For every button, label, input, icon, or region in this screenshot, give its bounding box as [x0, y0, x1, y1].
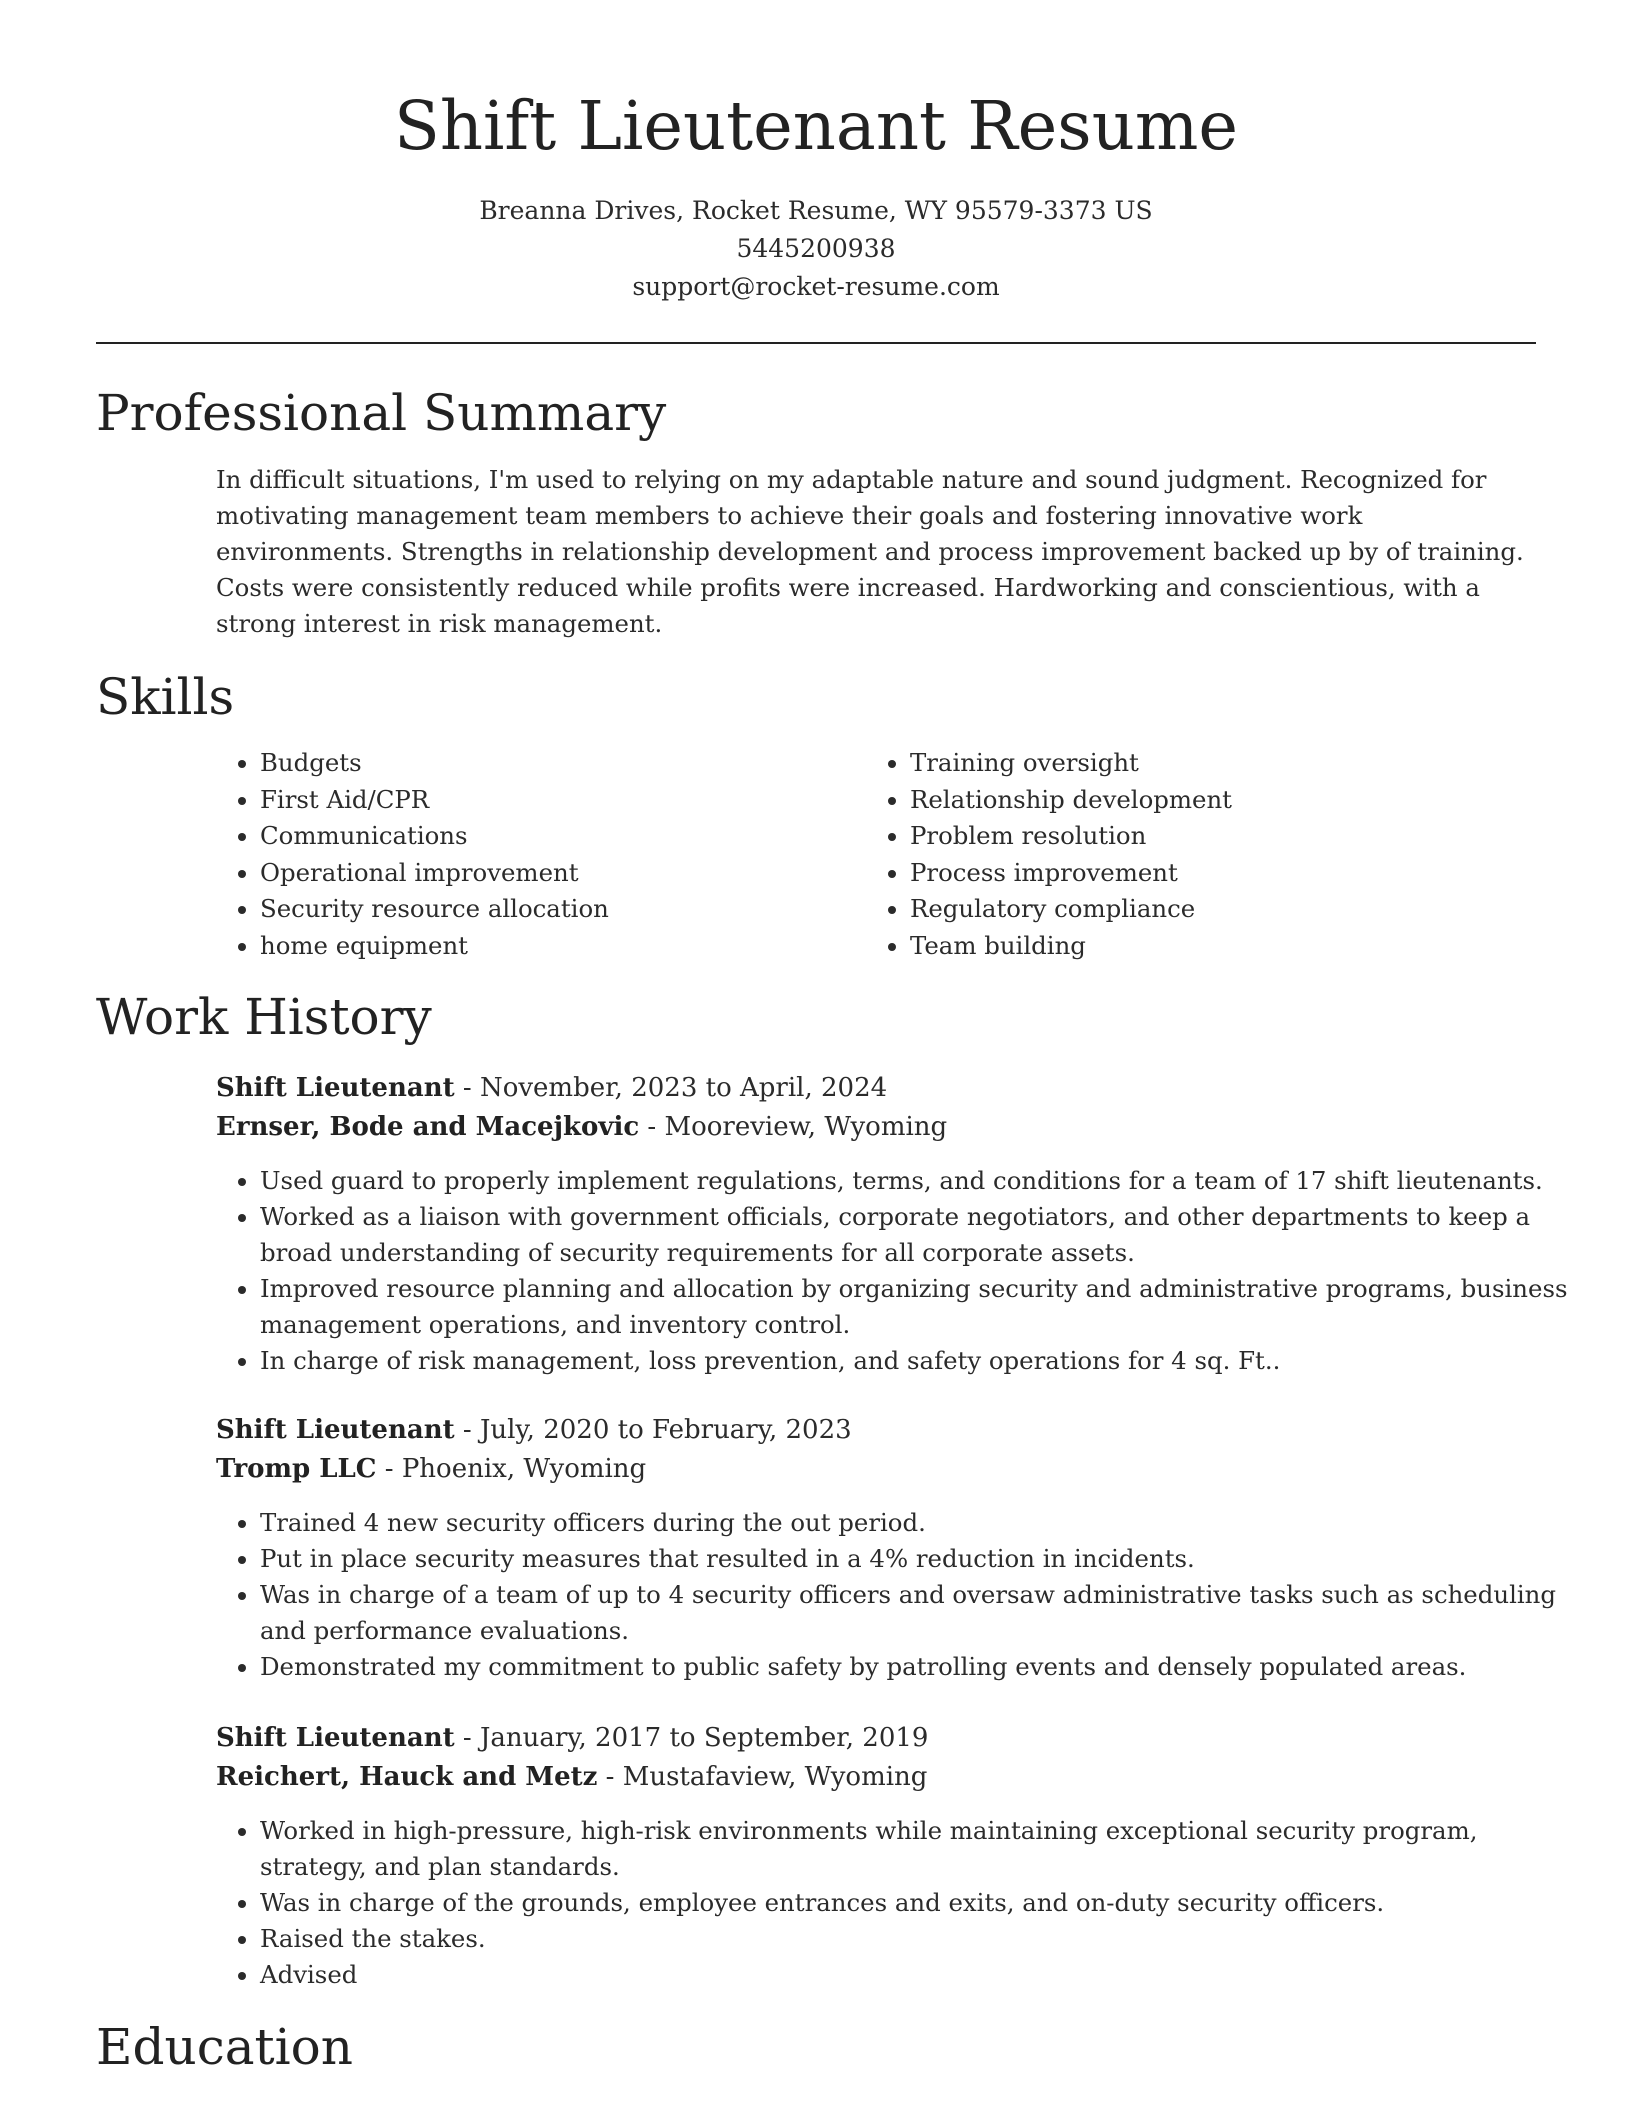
job-title: Shift Lieutenant	[216, 1415, 455, 1445]
skills-list-left	[216, 745, 860, 964]
contact-address: Breanna Drives, Rocket Resume, WY 95579-3373 US	[479, 196, 1153, 225]
job-title: Shift Lieutenant	[216, 1723, 455, 1753]
skills-heading: Skills	[96, 668, 235, 726]
job-bullet: • Worked as a liaison with government officials, corporate negotiators, and other departments to keep a broad understanding of security requirements for all corporate assets.	[260, 1199, 1580, 1271]
skill-item: • Problem resolution	[910, 818, 1570, 855]
skill-item: • Process improvement	[910, 855, 1570, 892]
resume-title: Shift Lieutenant Resume	[393, 87, 1239, 165]
job-location: - Mooreview, Wyoming	[639, 1112, 948, 1142]
job-bullet: • Advised	[260, 1957, 1580, 1993]
job-bullet: • Was in charge of a team of up to 4 security officers and oversaw administrative tasks such as scheduling and performance evaluations.	[260, 1577, 1580, 1649]
job-company: Tromp LLC	[216, 1454, 377, 1484]
skill-item: • Team building	[910, 928, 1570, 965]
job-bullet: • Demonstrated my commitment to public safety by patrolling events and densely populated areas.	[260, 1649, 1580, 1685]
job-company-line	[216, 1107, 947, 1147]
work-history-heading: Work History	[96, 988, 432, 1046]
job-company: Ernser, Bode and Macejkovic	[216, 1112, 640, 1142]
job-company: Reichert, Hauck and Metz	[216, 1762, 598, 1792]
skill-item: • Operational improvement	[260, 855, 860, 892]
job-bullet: • Trained 4 new security officers during the out period.	[260, 1505, 1580, 1541]
job-title-line	[216, 1410, 852, 1450]
job-location: - Mustafaview, Wyoming	[597, 1762, 928, 1792]
job-company-line	[216, 1757, 927, 1797]
skill-item: • Communications	[260, 818, 860, 855]
job-bullet: • Was in charge of the grounds, employee entrances and exits, and on-duty security officers.	[260, 1885, 1580, 1921]
job-title-line	[216, 1068, 887, 1108]
education-heading: Education	[96, 2018, 353, 2076]
skill-item: • First Aid/CPR	[260, 782, 860, 819]
skill-item: • Security resource allocation	[260, 891, 860, 928]
skill-item: • Training oversight	[910, 745, 1570, 782]
job-bullet: • Put in place security measures that resulted in a 4% reduction in incidents.	[260, 1541, 1580, 1577]
contact-phone: 5445200938	[736, 234, 896, 263]
job-bullets	[216, 1163, 1580, 1379]
skill-item: • Regulatory compliance	[910, 891, 1570, 928]
job-dates: - January, 2017 to September, 2019	[454, 1723, 929, 1753]
job-dates: - July, 2020 to February, 2023	[454, 1415, 852, 1445]
header-divider	[96, 342, 1536, 344]
job-bullet: • Worked in high-pressure, high-risk environments while maintaining exceptional security program, strategy, and plan standards.	[260, 1813, 1580, 1885]
summary-text: In difficult situations, I'm used to relying on my adaptable nature and sound judgment. Recognized for motivating management team members to achieve their goals and fostering innovative work environments. Strengths in relationship development and process improvement backed up by of training. Costs were consistently reduced while profits were increased. Hardworking and conscientious, with a strong interest in risk management.	[216, 465, 1524, 638]
job-bullets	[216, 1813, 1580, 1993]
job-company-line	[216, 1449, 646, 1489]
contact-email: support@rocket-resume.com	[632, 272, 1000, 301]
job-bullet: • In charge of risk management, loss prevention, and safety operations for 4 sq. Ft..	[260, 1343, 1580, 1379]
skill-item: • home equipment	[260, 928, 860, 965]
job-bullet: • Raised the stakes.	[260, 1921, 1580, 1957]
job-title: Shift Lieutenant	[216, 1073, 455, 1103]
job-location: - Phoenix, Wyoming	[376, 1454, 647, 1484]
skill-item: • Budgets	[260, 745, 860, 782]
job-dates: - November, 2023 to April, 2024	[454, 1073, 888, 1103]
job-bullet: • Improved resource planning and allocation by organizing security and administrative programs, business management operations, and inventory control.	[260, 1271, 1580, 1343]
summary-heading: Professional Summary	[96, 384, 667, 442]
job-title-line	[216, 1718, 928, 1758]
job-bullet: • Used guard to properly implement regulations, terms, and conditions for a team of 17 shift lieutenants.	[260, 1163, 1580, 1199]
job-bullets	[216, 1505, 1580, 1685]
skill-item: • Relationship development	[910, 782, 1570, 819]
skills-list-right	[866, 745, 1570, 964]
